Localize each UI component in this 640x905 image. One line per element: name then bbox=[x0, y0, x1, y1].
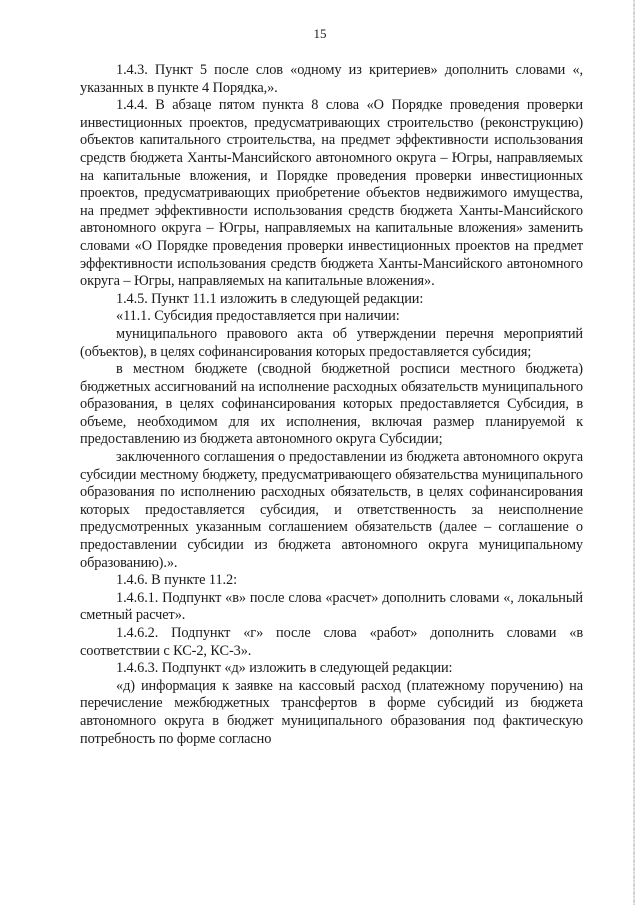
scan-edge-artifact bbox=[633, 0, 635, 905]
paragraph-1-4-6-2: 1.4.6.2. Подпункт «г» после слова «работ» дополнить словами «в соответствии с КС-2, КС-3». bbox=[80, 625, 583, 659]
paragraph-11-1-heading: «11.1. Субсидия предоставляется при наличии: bbox=[116, 308, 400, 325]
paragraph-1-4-3: 1.4.3. Пункт 5 после слов «одному из критериев» дополнить словами «, указанных в пункте 4 Порядка,». bbox=[80, 62, 583, 96]
paragraph-1-4-6: 1.4.6. В пункте 11.2: bbox=[116, 572, 237, 589]
page-number: 15 bbox=[313, 26, 327, 41]
paragraph-1-4-6-1: 1.4.6.1. Подпункт «в» после слова «расчет» дополнить словами «, локальный сметный расчет». bbox=[80, 589, 583, 624]
paragraph-11-1-condition-3: заключенного соглашения о предоставлении из бюджета автономного округа субсидии местному бюджету, предусматривающего обязательства муниципального образования по исполнению расходных обязательств, в целях софинансирования которых предоставляется субсидия, и ответственность за неисполнение предусмотренных указанным соглашением обязательств (далее – соглашение о предоставлении субсидии из бюджета автономного округа муниципальному образованию).». bbox=[80, 449, 583, 571]
paragraph-subitem-d: «д) информация к заявке на кассовый расход (платежному поручению) на перечисление межбюджетных трансфертов в форме субсидий из бюджета автономного округа в бюджет муниципального образования под фактическую потребность по форме согласно bbox=[80, 677, 583, 747]
paragraph-11-1-condition-1: муниципального правового акта об утверждении перечня мероприятий (объектов), в целях софинансирования которых предоставляется субсидия; bbox=[80, 325, 583, 360]
paragraph-1-4-6-3: 1.4.6.3. Подпункт «д» изложить в следующей редакции: bbox=[116, 660, 453, 677]
paragraph-1-4-4: 1.4.4. В абзаце пятом пункта 8 слова «О Порядке проведения проверки инвестиционных проектов, предусматривающих строительство (реконструкцию) объектов капитального строительства, на предмет эффективности использования средств бюджета Ханты-Мансийского автономного округа – Югры, направляемых на капитальные вложения, и Порядке проведения проверки инвестиционных проектов, предусматривающих приобретение объектов недвижимого имущества, на предмет эффективности использования средств бюджета Ханты-Мансийского автономного округа – Югры, направляемых на капитальные вложения» заменить словами «О Порядке проведения проверки инвестиционных проектов на предмет эффективности использования средств бюджета Ханты-Мансийского автономного округа – Югры, направляемых на капитальные вложения». bbox=[80, 97, 583, 290]
paragraph-11-1-condition-2: в местном бюджете (сводной бюджетной росписи местного бюджета) бюджетных ассигнований на исполнение расходных обязательств муниципального образования, в целях софинансирования которых предоставляется Субсидия, в объеме, необходимом для их исполнения, включая размер планируемой к предоставлению из бюджета автономного округа Субсидии; bbox=[80, 361, 583, 448]
paragraph-1-4-5: 1.4.5. Пункт 11.1 изложить в следующей редакции: bbox=[116, 290, 424, 307]
document-body bbox=[80, 62, 583, 748]
